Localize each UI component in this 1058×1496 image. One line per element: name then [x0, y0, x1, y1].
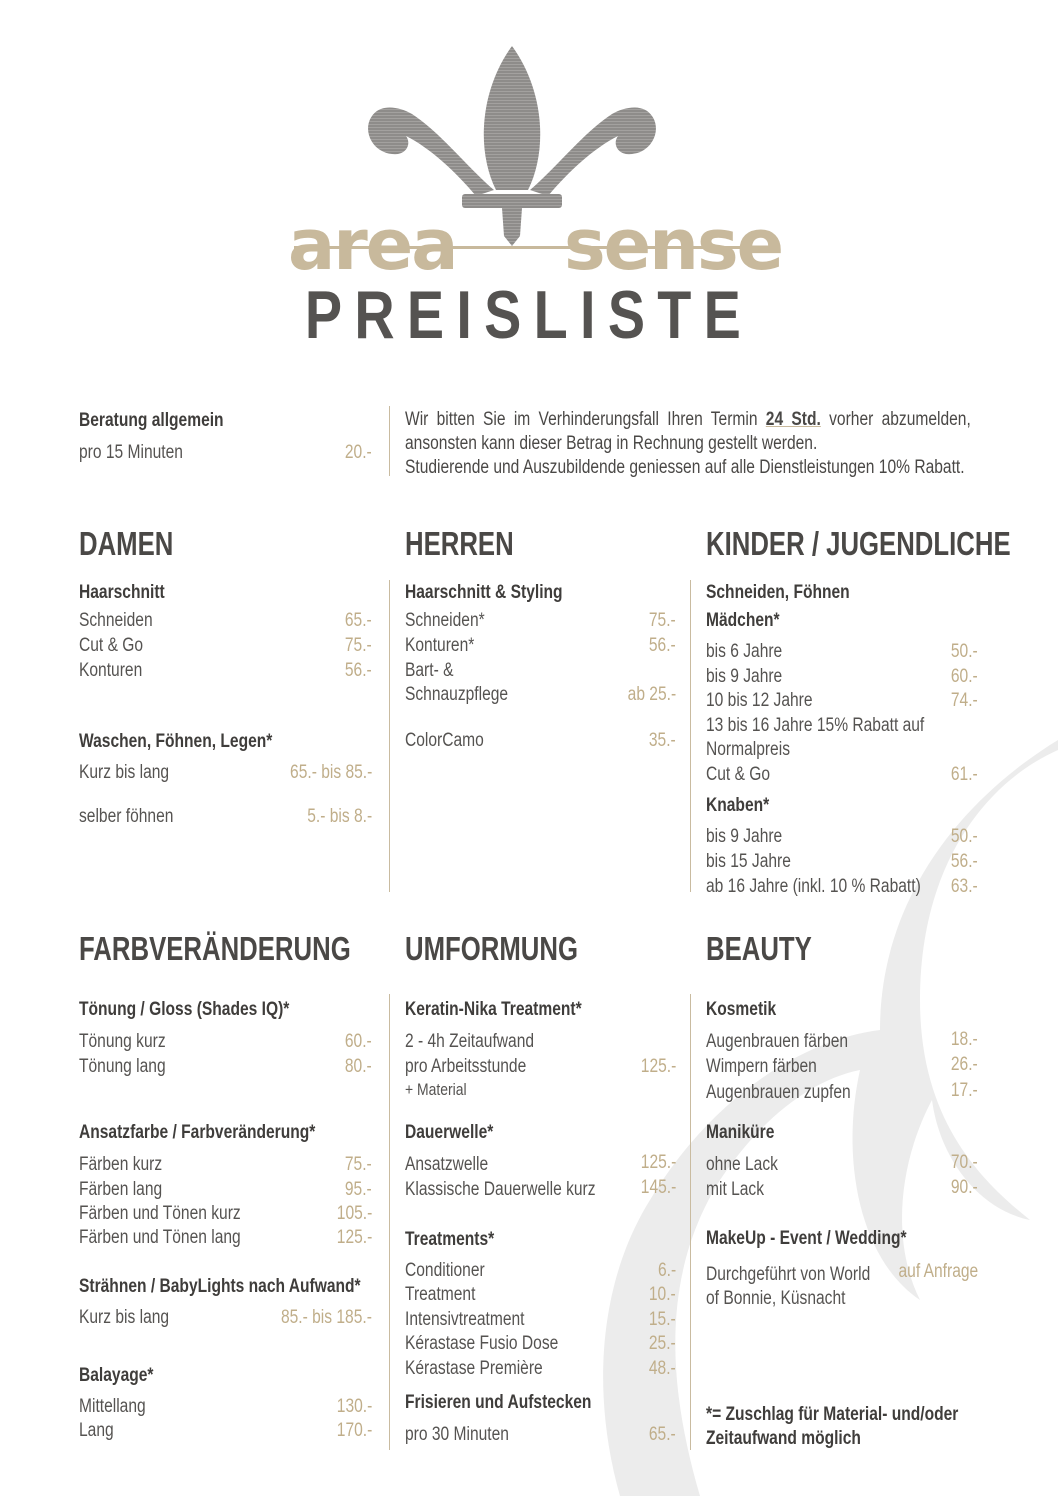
divider-row2-b	[690, 994, 691, 1450]
list-item: 13 bis 16 Jahre 15% Rabatt auf	[706, 715, 925, 736]
list-item: ColorCamo	[405, 730, 484, 751]
price: 25.-	[649, 1333, 676, 1354]
list-item: Ansatzwelle	[405, 1154, 489, 1175]
notice-24h: 24 Std.	[765, 409, 821, 430]
price: 125.-	[640, 1056, 676, 1077]
list-item: Tönung kurz	[79, 1031, 166, 1052]
list-item: pro 30 Minuten	[405, 1424, 509, 1445]
subsection-title: Waschen, Föhnen, Legen*	[79, 731, 273, 752]
list-item: Durchgeführt von World	[706, 1264, 871, 1285]
price: 6.-	[657, 1260, 676, 1281]
subsection-title: Ansatzfarbe / Farbveränderung*	[79, 1122, 316, 1143]
list-item: bis 6 Jahre	[706, 641, 783, 662]
price: 75.-	[345, 635, 372, 656]
notice-line3: Studierende und Auszubildende geniessen auf alle Dienstleistungen 10% Rabatt.	[405, 457, 965, 478]
list-item: Wimpern färben	[706, 1056, 817, 1077]
section-title-kinder: KINDER / JUGENDLICHE	[706, 525, 1011, 562]
notice-text	[405, 408, 971, 480]
price: 90.-	[951, 1177, 978, 1198]
price: 56.-	[345, 660, 372, 681]
subsection-title: Haarschnitt & Styling	[405, 582, 563, 603]
price: 18.-	[951, 1029, 978, 1050]
divider-row2-a	[389, 994, 390, 1450]
subsection-title: Keratin-Nika Treatment*	[405, 999, 582, 1020]
notice-line2: ansonsten kann dieser Betrag in Rechnung gestellt werden.	[405, 433, 818, 454]
list-item: Intensivtreatment	[405, 1309, 525, 1330]
list-item: Färben lang	[79, 1179, 163, 1200]
price: 80.-	[345, 1056, 372, 1077]
list-item: Bart- &	[405, 660, 454, 681]
list-item: of Bonnie, Küsnacht	[706, 1288, 846, 1309]
subsection-title: Frisieren und Aufstecken	[405, 1392, 592, 1413]
list-item: Conditioner	[405, 1260, 485, 1281]
beratung-label: pro 15 Minuten	[79, 442, 183, 463]
page-title: PREISLISTE	[304, 277, 754, 353]
price: ab 25.-	[627, 684, 676, 705]
subsection-title: Treatments*	[405, 1229, 495, 1250]
price: 5.- bis 8.-	[307, 806, 372, 827]
price: 75.-	[345, 1154, 372, 1175]
list-item: Schnauzpflege	[405, 684, 509, 705]
divider-row1-a	[389, 580, 390, 892]
price: 125.-	[640, 1152, 676, 1173]
list-item: Kérastase Première	[405, 1358, 543, 1379]
list-item: ab 16 Jahre (inkl. 10 % Rabatt)	[706, 876, 921, 897]
price: 145.-	[640, 1177, 676, 1198]
price: 95.-	[345, 1179, 372, 1200]
subsection-title: Maniküre	[706, 1122, 775, 1143]
price: 170.-	[336, 1420, 372, 1441]
list-item: Kurz bis lang	[79, 1307, 170, 1328]
list-item: Konturen*	[405, 635, 475, 656]
price: 60.-	[951, 666, 978, 687]
list-item: Mittellang	[79, 1396, 146, 1417]
list-item: Cut & Go	[79, 635, 144, 656]
list-item: Treatment	[405, 1284, 476, 1305]
list-item: Augenbrauen färben	[706, 1031, 849, 1052]
section-title-beauty: BEAUTY	[706, 930, 812, 967]
list-item: Konturen	[79, 660, 143, 681]
subsection-title: Balayage*	[79, 1365, 154, 1386]
list-item: Kérastase Fusio Dose	[405, 1333, 559, 1354]
subsection-title: Dauerwelle*	[405, 1122, 494, 1143]
notice-line1a: Wir bitten Sie im Verhinderungsfall Ihren Termin	[405, 409, 758, 430]
price: 60.-	[345, 1031, 372, 1052]
list-item: Augenbrauen zupfen	[706, 1082, 851, 1103]
price: 65.-	[345, 610, 372, 631]
price: 61.-	[951, 764, 978, 785]
list-item: Färben kurz	[79, 1154, 163, 1175]
price: 125.-	[336, 1227, 372, 1248]
price: 56.-	[951, 851, 978, 872]
price: 56.-	[649, 635, 676, 656]
beratung-title: Beratung allgemein	[79, 410, 224, 431]
list-item: Schneiden	[79, 610, 153, 631]
price: 63.-	[951, 876, 978, 897]
subsection-title: Kosmetik	[706, 999, 777, 1020]
subsection-title: Knaben*	[706, 795, 770, 816]
price: 70.-	[951, 1152, 978, 1173]
price: 74.-	[951, 690, 978, 711]
price: 75.-	[649, 610, 676, 631]
section-title-umform: UMFORMUNG	[405, 930, 579, 967]
list-item: 2 - 4h Zeitaufwand	[405, 1031, 535, 1052]
divider-top	[389, 406, 390, 476]
subsection-title: Mädchen*	[706, 610, 780, 631]
list-item: Lang	[79, 1420, 114, 1441]
price: 130.-	[336, 1396, 372, 1417]
price: 65.- bis 85.-	[289, 762, 372, 783]
section-title-herren: HERREN	[405, 525, 514, 562]
beratung-price: 20.-	[345, 442, 372, 463]
price: 48.-	[649, 1358, 676, 1379]
price: 35.-	[649, 730, 676, 751]
list-item: Kurz bis lang	[79, 762, 170, 783]
list-item: selber föhnen	[79, 806, 174, 827]
list-item: pro Arbeitsstunde	[405, 1056, 527, 1077]
price: 10.-	[649, 1284, 676, 1305]
list-item: Schneiden*	[405, 610, 485, 631]
subsection-title: Strähnen / BabyLights nach Aufwand*	[79, 1276, 361, 1297]
logo	[280, 40, 783, 286]
list-item: Klassische Dauerwelle kurz	[405, 1179, 596, 1200]
list-item: Tönung lang	[79, 1056, 166, 1077]
list-item: mit Lack	[706, 1179, 765, 1200]
price: 50.-	[951, 826, 978, 847]
subsection-title: Haarschnitt	[79, 582, 165, 603]
price: 50.-	[951, 641, 978, 662]
subsection-title: Schneiden, Föhnen	[706, 582, 850, 603]
notice-line1b: vorher abzumelden,	[829, 409, 971, 430]
price: 105.-	[336, 1203, 372, 1224]
section-title-farb: FARBVERÄNDERUNG	[79, 930, 351, 967]
list-item: Färben und Tönen kurz	[79, 1203, 241, 1224]
price: 85.- bis 185.-	[281, 1307, 372, 1328]
list-item: Normalpreis	[706, 739, 790, 760]
price: 65.-	[649, 1424, 676, 1445]
price: 26.-	[951, 1054, 978, 1075]
price: auf Anfrage	[898, 1261, 978, 1282]
subsection-title: MakeUp - Event / Wedding*	[706, 1228, 907, 1249]
subsection-title: Tönung / Gloss (Shades IQ)*	[79, 999, 290, 1020]
section-title-damen: DAMEN	[79, 525, 174, 562]
list-item: 10 bis 12 Jahre	[706, 690, 813, 711]
price: 17.-	[951, 1080, 978, 1101]
list-item: bis 15 Jahre	[706, 851, 791, 872]
price: 15.-	[649, 1309, 676, 1330]
brand-word-left: area	[288, 204, 457, 286]
list-item: ohne Lack	[706, 1154, 778, 1175]
list-item: bis 9 Jahre	[706, 826, 783, 847]
footnote-line1: *= Zuschlag für Material- und/oder	[706, 1404, 959, 1425]
divider-row1-b	[690, 580, 691, 892]
list-item: Cut & Go	[706, 764, 771, 785]
fleur-de-lis-watermark	[560, 740, 1058, 1496]
list-item: bis 9 Jahre	[706, 666, 783, 687]
brand-word-right: sense	[564, 204, 783, 286]
list-item: Färben und Tönen lang	[79, 1227, 241, 1248]
footnote-line2: Zeitaufwand möglich	[706, 1428, 861, 1449]
list-item: + Material	[405, 1080, 467, 1099]
